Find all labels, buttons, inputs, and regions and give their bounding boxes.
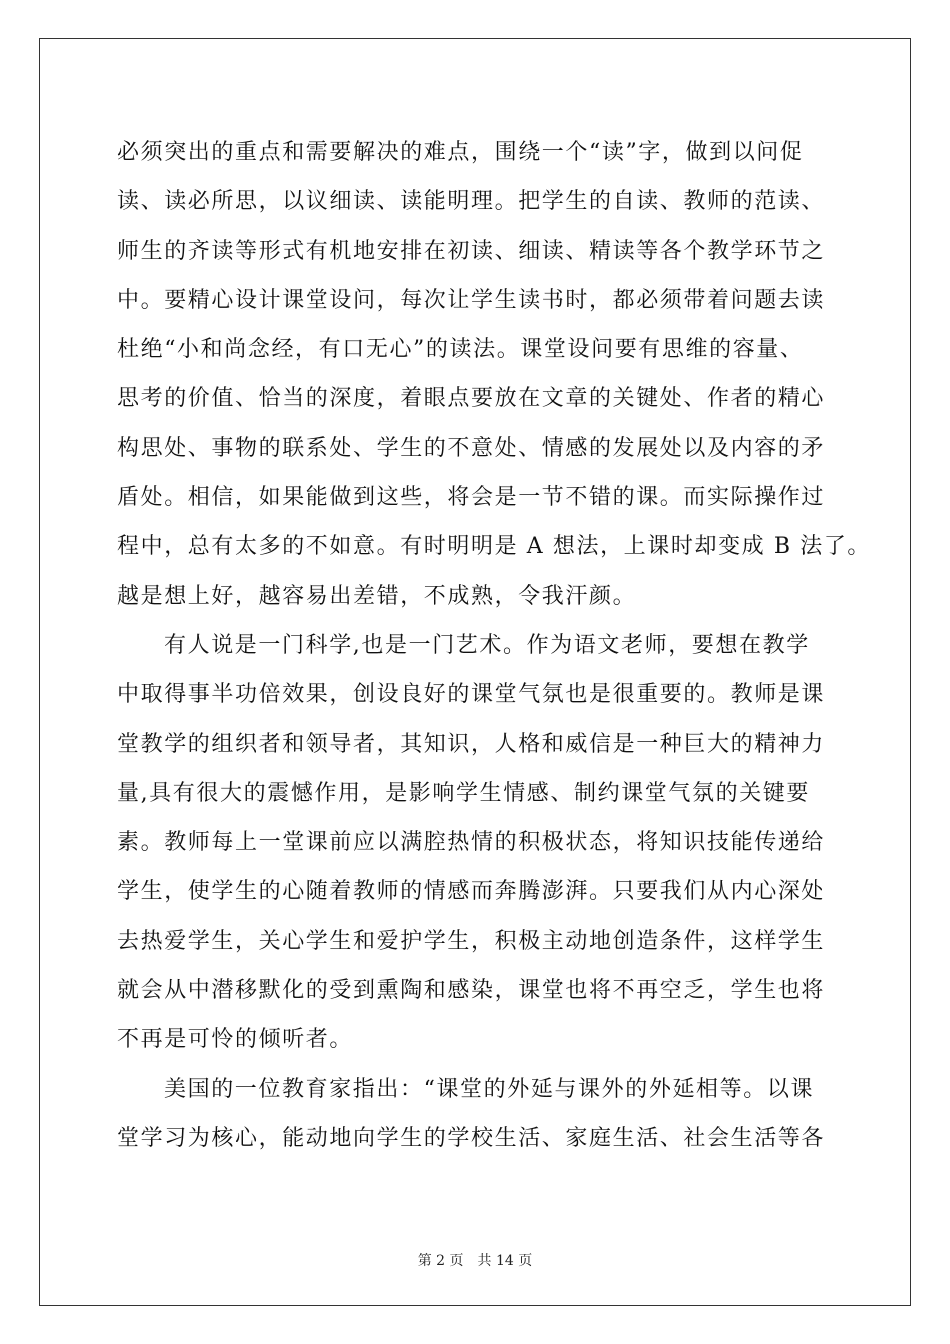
page-total: 共 14 页 [477,1253,533,1269]
text-line: 思考的价值、恰当的深度，着眼点要放在文章的关键处、作者的精心 [117,386,826,412]
text-line: 构思处、事物的联系处、学生的不意处、情感的发展处以及内容的矛 [117,435,826,461]
text-line: 堂学习为核心，能动地向学生的学校生活、家庭生活、社会生活等各 [117,1125,826,1151]
text-line: 就会从中潜移默化的受到熏陶和感染，课堂也将不再空乏，学生也将 [117,978,826,1004]
page-footer [0,1250,950,1270]
text-line: 去热爱学生，关心学生和爱护学生，积极主动地创造条件，这样学生 [117,928,826,954]
paragraph-start-line: 美国的一位教育家指出：“课堂的外延与课外的外延相等。以课 [164,1076,815,1102]
text-line: 不再是可怜的倾听者。 [117,1027,354,1053]
text-line: 中取得事半功倍效果，创设良好的课堂气氛也是很重要的。教师是课 [117,682,826,708]
text-line: 师生的齐读等形式有机地安排在初读、细读、精读等各个教学环节之 [117,238,826,264]
text-line: 量,具有很大的震憾作用，是影响学生情感、制约课堂气氛的关键要 [117,780,810,806]
text-line: 学生，使学生的心随着教师的情感而奔腾澎湃。只要我们从内心深处 [117,879,826,905]
paragraph-start-line: 有人说是一门科学,也是一门艺术。作为语文老师，要想在教学 [164,632,810,658]
text-line: 堂教学的组织者和领导者，其知识，人格和威信是一种巨大的精神力 [117,731,826,757]
text-line: 读、读必所思，以议细读、读能明理。把学生的自读、教师的范读、 [117,189,826,215]
page-number: 第 2 页 [417,1253,464,1269]
document-body [117,128,872,1163]
text-line: 杜绝“小和尚念经，有口无心”的读法。课堂设问要有思维的容量、 [117,337,804,363]
text-line: 越是想上好，越容易出差错，不成熟，令我汗颜。 [117,583,637,609]
text-line: 必须突出的重点和需要解决的难点，围绕一个“读”字，做到以问促 [117,140,804,165]
text-line: 程中，总有太多的不如意。有时明明是 A 想法，上课时却变成 B 法了。 [117,534,872,560]
text-line: 素。教师每上一堂课前应以满腔热情的积极状态，将知识技能传递给 [117,830,826,856]
text-line: 中。要精心设计课堂设问，每次让学生读书时，都必须带着问题去读 [117,287,826,313]
text-line: 盾处。相信，如果能做到这些，将会是一节不错的课。而实际操作过 [117,485,826,511]
